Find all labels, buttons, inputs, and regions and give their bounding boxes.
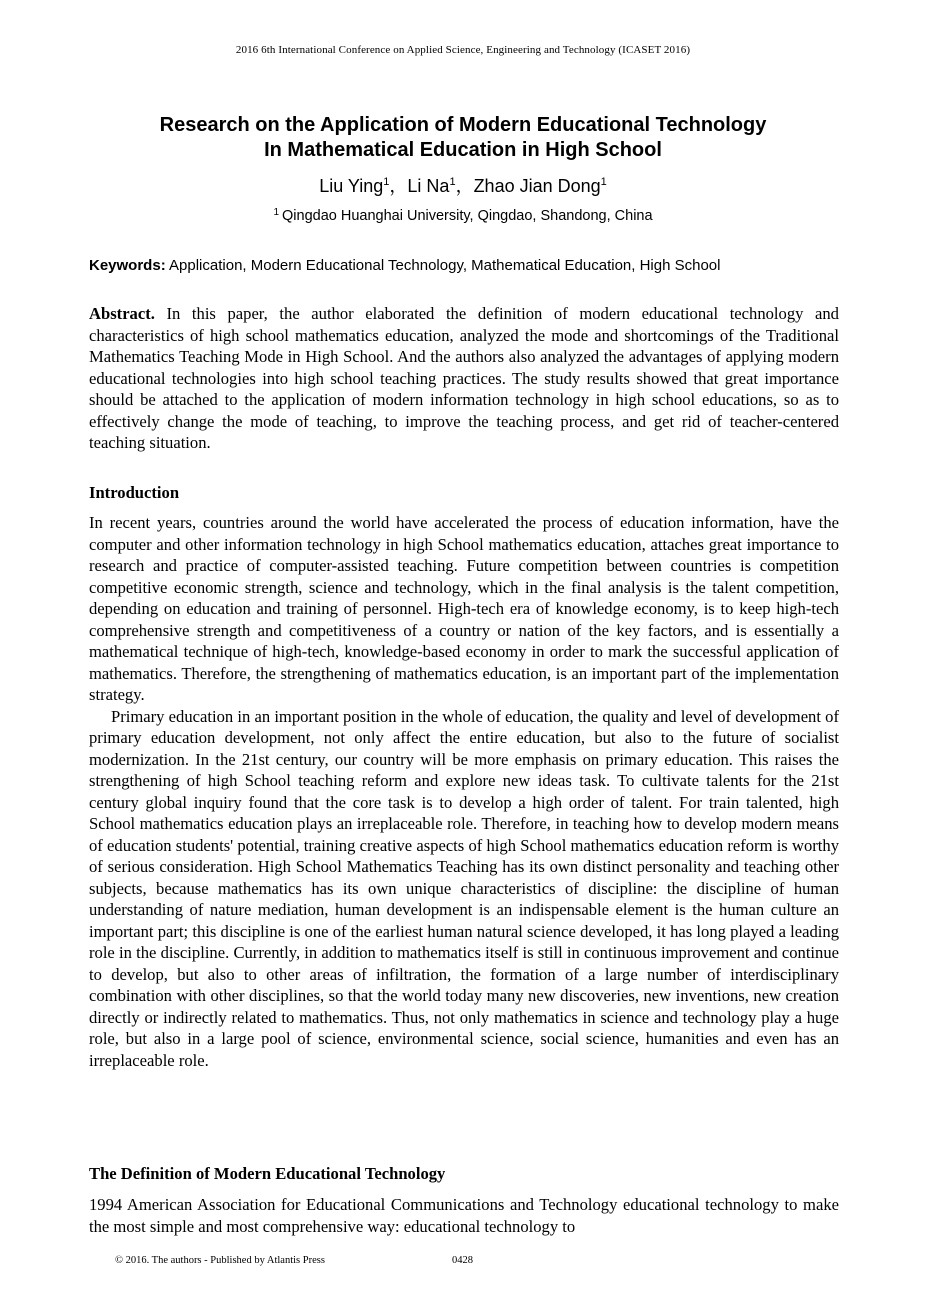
author-affiliation-mark: 1	[449, 176, 456, 188]
keywords-label: Keywords:	[89, 257, 166, 274]
paper-title	[0, 113, 926, 163]
abstract	[89, 303, 839, 454]
conference-header: 2016 6th International Conference on Applied Science, Engineering and Technology (ICASET 2016)	[235, 44, 691, 56]
keywords-text: Application, Modern Educational Technology, Mathematical Education, High School	[169, 257, 721, 274]
keywords	[89, 257, 849, 274]
paragraph: In recent years, countries around the world have accelerated the process of education information, have the computer and other information technology in high School mathematics education, attaches great importance to research and practice of computer-assisted teaching. Future competition between countries is competition competitive economic strength, science and technology, which in the final analysis is the talent competition, depending on education and training of personnel. High-tech era of knowledge economy, is to keep high-tech comprehensive strength and competitiveness of a country or nation of the key factors, and is essentially a mathematical technique of high-tech, knowledge-based economy in order to mark the successful application of mathematics. Therefore, the strengthening of mathematics education, is an important part of the implementation strategy.	[89, 513, 839, 704]
affiliation-text: Qingdao Huanghai University, Qingdao, Shandong, China	[282, 208, 653, 224]
affiliation-mark: 1	[273, 207, 280, 218]
author-list	[0, 172, 926, 198]
introduction-body	[89, 512, 839, 1071]
section-heading-introduction: Introduction	[89, 483, 180, 502]
definition-body	[89, 1194, 839, 1237]
paragraph: Primary education in an important position in the whole of education, the quality and level of development of primary education development, not only affect the entire education, but also to the future of socialist modernization. In the 21st century, our country will be more emphasis on primary education. This raises the strengthening of high School teaching reform and explore new ideas task. To cultivate talents for the 21st century global inquiry found that the core task is to develop a high order of talent. For train talented, high School mathematics education plays an irreplaceable role. Therefore, in teaching how to develop modern means of education students' potential, training creative aspects of high School mathematics education reform is worthy of serious consideration. High School Mathematics Teaching has its own distinct personality and teaching other subjects, because mathematics has its own unique characteristics of discipline: the discipline of human understanding of nature mediation, human development is an indispensable element is the human culture an important part; this discipline is one of the earliest human natural science developed, it has long played a leading role in the discipline. Currently, in addition to mathematics itself is still in continuous improvement and continue to develop, but also to other areas of infiltration, the formation of a large number of interdisciplinary combination with other disciplines, so that the world today many new discoveries, new inventions, new creation directly or indirectly related to mathematics. Thus, not only mathematics in science and technology play a huge role, but also in a large pool of science, environmental science, social science, humanities and even has an irreplaceable role.	[89, 706, 839, 1070]
author-separator: ，	[389, 176, 408, 196]
section-heading-definition: The Definition of Modern Educational Technology	[89, 1164, 446, 1183]
abstract-text: In this paper, the author elaborated the definition of modern educational technology and characteristics of high school mathematics education, analyzed the mode and shortcomings of the Traditional Mathematics Teaching Mode in High School. And the authors also analyzed the advantages of applying modern educational technologies into high school teaching practices. The study results showed that great importance should be attached to the application of modern information technology in high school educations, so as to effectively change the mode of teaching, to improve the teaching process, and get rid of teacher-centered teaching situation.	[89, 304, 839, 452]
author-separator: ，	[455, 176, 474, 196]
page-footer	[115, 1255, 473, 1266]
author-name: Li Na	[407, 176, 450, 196]
page-number: 0428	[452, 1255, 473, 1266]
title-line-2: In Mathematical Education in High School	[264, 139, 662, 161]
copyright-text: © 2016. The authors - Published by Atlantis Press	[115, 1255, 325, 1266]
author-name: Zhao Jian Dong	[473, 176, 601, 196]
affiliation	[0, 208, 926, 224]
title-line-1: Research on the Application of Modern Educational Technology	[159, 114, 767, 136]
author-affiliation-mark: 1	[383, 176, 390, 188]
author-affiliation-mark: 1	[600, 176, 607, 188]
paragraph: 1994 American Association for Educational Communications and Technology educational technology to make the most simple and most comprehensive way: educational technology to	[89, 1195, 839, 1236]
abstract-label: Abstract.	[89, 304, 155, 323]
author-name: Liu Ying	[319, 176, 384, 196]
